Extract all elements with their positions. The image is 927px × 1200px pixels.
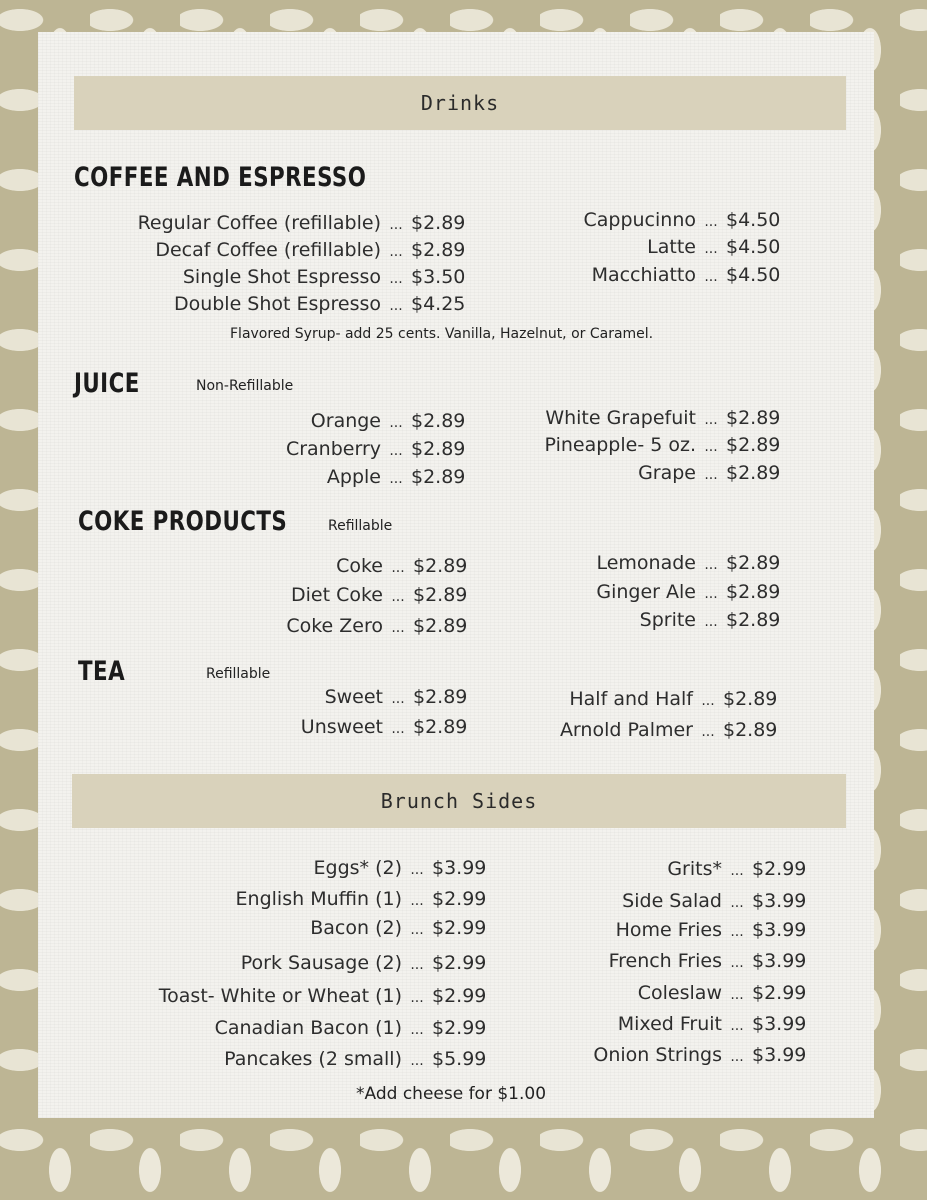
item-dots: ...: [410, 893, 424, 909]
item-price: $3.99: [752, 1044, 807, 1066]
menu-item: [508, 236, 780, 258]
item-price: $2.89: [726, 407, 781, 429]
drinks-banner: [74, 76, 846, 130]
menu-item: [98, 888, 486, 910]
tea-subnote: Refillable: [206, 666, 271, 682]
menu-item: [508, 434, 780, 456]
brunch-banner-label: Brunch Sides: [380, 789, 538, 813]
item-price: $3.99: [752, 1013, 807, 1035]
item-price: $2.89: [411, 410, 466, 432]
item-dots: ...: [704, 439, 718, 455]
item-price: $2.89: [726, 581, 781, 603]
item-dots: ...: [701, 724, 715, 740]
item-name: Sprite: [639, 609, 696, 631]
item-name: Grape: [638, 462, 696, 484]
menu-item: [188, 584, 467, 606]
item-price: $2.99: [432, 952, 487, 974]
menu-item: [508, 581, 780, 603]
item-price: $2.89: [413, 716, 468, 738]
menu-item: [538, 1013, 806, 1035]
item-name: Arnold Palmer: [559, 719, 693, 741]
item-name: Decaf Coffee (refillable): [155, 239, 381, 261]
item-dots: ...: [410, 922, 424, 938]
item-price: $2.99: [752, 982, 807, 1004]
menu-item: [188, 438, 465, 460]
item-price: $2.89: [411, 466, 466, 488]
item-price: $2.89: [723, 688, 778, 710]
item-name: Home Fries: [615, 919, 722, 941]
menu-item: [98, 1017, 486, 1039]
item-dots: ...: [704, 586, 718, 602]
menu-item: [188, 615, 467, 637]
item-name: Cappucinno: [583, 209, 696, 231]
item-dots: ...: [730, 987, 744, 1003]
coffee-title: COFFEE AND ESPRESSO: [74, 162, 367, 193]
item-price: $2.99: [432, 1017, 487, 1039]
item-name: Unsweet: [300, 716, 383, 738]
item-dots: ...: [410, 957, 424, 973]
menu-page: [38, 32, 874, 1118]
menu-item: [98, 952, 486, 974]
menu-item: [538, 1044, 806, 1066]
menu-item: [538, 858, 806, 880]
syrup-note: Flavored Syrup- add 25 cents. Vanilla, Hazelnut, or Caramel.: [230, 326, 654, 342]
item-price: $2.89: [413, 555, 468, 577]
item-name: Apple: [326, 466, 381, 488]
item-name: Pork Sausage (2): [240, 952, 402, 974]
menu-item: [188, 716, 467, 738]
item-price: $4.25: [411, 293, 466, 315]
item-dots: ...: [410, 1053, 424, 1069]
item-name: Coke: [336, 555, 383, 577]
item-dots: ...: [730, 863, 744, 879]
item-price: $2.99: [432, 985, 487, 1007]
menu-item: [508, 407, 780, 429]
menu-item: [98, 239, 465, 261]
item-dots: ...: [389, 415, 403, 431]
item-price: $3.99: [752, 919, 807, 941]
menu-item: [538, 982, 806, 1004]
coke-title: COKE PRODUCTS: [78, 506, 288, 537]
menu-item: [508, 688, 777, 710]
item-price: $2.89: [411, 212, 466, 234]
item-name: Lemonade: [596, 552, 696, 574]
item-dots: ...: [704, 269, 718, 285]
item-price: $2.89: [413, 686, 468, 708]
item-dots: ...: [704, 241, 718, 257]
menu-item: [508, 264, 780, 286]
item-name: Latte: [647, 236, 696, 258]
item-dots: ...: [389, 443, 403, 459]
item-price: $2.99: [432, 917, 487, 939]
item-name: Bacon (2): [310, 917, 402, 939]
juice-title: JUICE: [74, 368, 140, 399]
item-price: $2.89: [413, 615, 468, 637]
item-price: $2.99: [432, 888, 487, 910]
item-price: $3.50: [411, 266, 466, 288]
menu-item: [98, 857, 486, 879]
item-dots: ...: [730, 1018, 744, 1034]
menu-item: [508, 552, 780, 574]
item-name: Canadian Bacon (1): [214, 1017, 402, 1039]
menu-item: [98, 917, 486, 939]
item-name: Onion Strings: [593, 1044, 722, 1066]
item-dots: ...: [410, 990, 424, 1006]
item-name: Ginger Ale: [596, 581, 696, 603]
item-dots: ...: [730, 895, 744, 911]
item-price: $2.89: [411, 239, 466, 261]
item-name: Pancakes (2 small): [224, 1048, 402, 1070]
item-price: $4.50: [726, 264, 781, 286]
item-name: English Muffin (1): [235, 888, 402, 910]
item-price: $2.89: [726, 434, 781, 456]
item-name: Double Shot Espresso: [173, 293, 381, 315]
item-dots: ...: [391, 560, 405, 576]
item-dots: ...: [704, 214, 718, 230]
item-name: Coke Zero: [286, 615, 383, 637]
item-dots: ...: [410, 1022, 424, 1038]
item-name: White Grapefuit: [545, 407, 696, 429]
item-price: $3.99: [752, 950, 807, 972]
item-name: Grits*: [667, 858, 722, 880]
item-name: Eggs* (2): [313, 857, 402, 879]
item-dots: ...: [389, 298, 403, 314]
menu-item: [508, 462, 780, 484]
item-price: $2.89: [413, 584, 468, 606]
item-price: $2.99: [752, 858, 807, 880]
cheese-note: *Add cheese for $1.00: [356, 1084, 547, 1104]
item-name: Pineapple- 5 oz.: [544, 434, 696, 456]
item-name: Orange: [310, 410, 381, 432]
item-dots: ...: [730, 955, 744, 971]
item-name: Sweet: [324, 686, 383, 708]
item-dots: ...: [701, 693, 715, 709]
menu-item: [508, 209, 780, 231]
menu-item: [538, 890, 806, 912]
item-dots: ...: [730, 924, 744, 940]
drinks-banner-label: Drinks: [420, 91, 500, 115]
item-name: Half and Half: [569, 688, 693, 710]
menu-item: [188, 466, 465, 488]
menu-item: [188, 686, 467, 708]
menu-item: [508, 719, 777, 741]
menu-item: [98, 212, 465, 234]
item-name: Mixed Fruit: [617, 1013, 722, 1035]
item-dots: ...: [389, 244, 403, 260]
item-name: French Fries: [608, 950, 722, 972]
item-dots: ...: [410, 862, 424, 878]
menu-item: [538, 950, 806, 972]
item-name: Side Salad: [622, 890, 722, 912]
item-name: Macchiatto: [591, 264, 696, 286]
item-name: Regular Coffee (refillable): [137, 212, 381, 234]
item-dots: ...: [704, 412, 718, 428]
item-price: $2.89: [411, 438, 466, 460]
brunch-banner: [72, 774, 846, 828]
item-price: $2.89: [723, 719, 778, 741]
item-name: Single Shot Espresso: [182, 266, 381, 288]
item-price: $2.89: [726, 462, 781, 484]
item-dots: ...: [391, 721, 405, 737]
item-dots: ...: [389, 217, 403, 233]
item-price: $3.99: [432, 857, 487, 879]
item-price: $4.50: [726, 209, 781, 231]
item-dots: ...: [389, 471, 403, 487]
coke-subnote: Refillable: [328, 518, 393, 534]
item-dots: ...: [391, 620, 405, 636]
item-dots: ...: [391, 691, 405, 707]
item-name: Cranberry: [285, 438, 381, 460]
menu-item: [98, 266, 465, 288]
item-dots: ...: [704, 557, 718, 573]
menu-item: [98, 1048, 486, 1070]
menu-item: [98, 293, 465, 315]
menu-item: [508, 609, 780, 631]
item-price: $5.99: [432, 1048, 487, 1070]
menu-item: [538, 919, 806, 941]
item-dots: ...: [391, 589, 405, 605]
item-price: $2.89: [726, 552, 781, 574]
item-dots: ...: [389, 271, 403, 287]
menu-item: [188, 410, 465, 432]
item-dots: ...: [704, 467, 718, 483]
item-name: Toast- White or Wheat (1): [158, 985, 402, 1007]
item-price: $4.50: [726, 236, 781, 258]
item-price: $3.99: [752, 890, 807, 912]
item-dots: ...: [704, 614, 718, 630]
tea-title: TEA: [78, 656, 126, 687]
item-name: Coleslaw: [637, 982, 722, 1004]
item-price: $2.89: [726, 609, 781, 631]
menu-item: [188, 555, 467, 577]
item-name: Diet Coke: [291, 584, 383, 606]
juice-subnote: Non-Refillable: [196, 378, 294, 394]
menu-item: [98, 985, 486, 1007]
item-dots: ...: [730, 1049, 744, 1065]
